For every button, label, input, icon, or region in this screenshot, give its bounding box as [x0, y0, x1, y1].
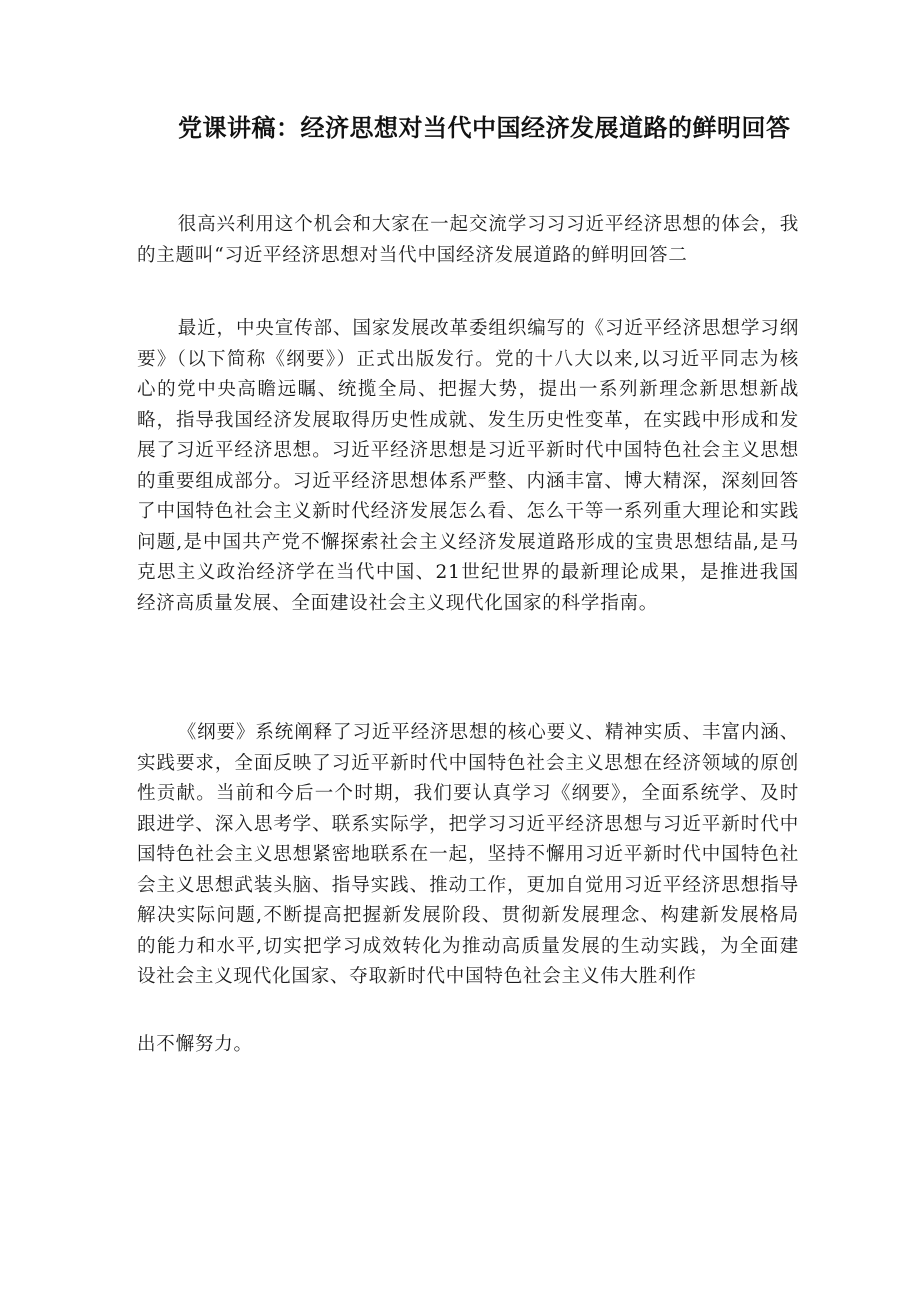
- paragraph-intro: 很高兴利用这个机会和大家在一起交流学习习习近平经济思想的体会，我的主题叫“习近平经济思想对当代中国经济发展道路的鲜明回答二: [137, 214, 799, 266]
- paragraph-background: 最近，中央宣传部、国家发展改革委组织编写的《习近平经济思想学习纲要》（以下简称《纲要》）正式出版发行。党的十八大以来,以习近平同志为核心的党中央高瞻远瞩、统揽全局、把握大势，提出一系列新理念新思想新战略，指导我国经济发展取得历史性成就、发生历史性变革，在实践中形成和发展了习近平经济思想。习近平经济思想是习近平新时代中国特色社会主义思想的重要组成部分。习近平经济思想体系严整、内涵丰富、博大精深，深刻回答了中国特色社会主义新时代经济发展怎么看、怎么干等一系列重大理论和实践问题,是中国共产党不懈探索社会主义经济发展道路形成的宝贵思想结晶,是马克思主义政治经济学在当代中国、21世纪世界的最新理论成果，是推进我国经济高质量发展、全面建设社会主义现代化国家的科学指南。: [137, 318, 799, 614]
- paragraph-outline: 《纲要》系统阐释了习近平经济思想的核心要义、精神实质、丰富内涵、实践要求，全面反映了习近平新时代中国特色社会主义思想在经济领域的原创性贡献。当前和今后一个时期，我们要认真学习《纲要》，全面系统学、及时跟进学、深入思考学、联系实际学，把学习习近平经济思想与习近平新时代中国特色社会主义思想紧密地联系在一起，坚持不懈用习近平新时代中国特色社会主义思想武装头脑、指导实践、推动工作，更加自觉用习近平经济思想指导解决实际问题,不断提高把握新发展阶段、贯彻新发展理念、构建新发展格局的能力和水平,切实把学习成效转化为推动高质量发展的生动实践，为全面建设社会主义现代化国家、夺取新时代中国特色社会主义伟大胜利作: [137, 722, 799, 987]
- document-title: 党课讲稿：经济思想对当代中国经济发展道路的鲜明回答: [178, 114, 791, 142]
- paragraph-closing: 出不懈努力。: [137, 1034, 253, 1055]
